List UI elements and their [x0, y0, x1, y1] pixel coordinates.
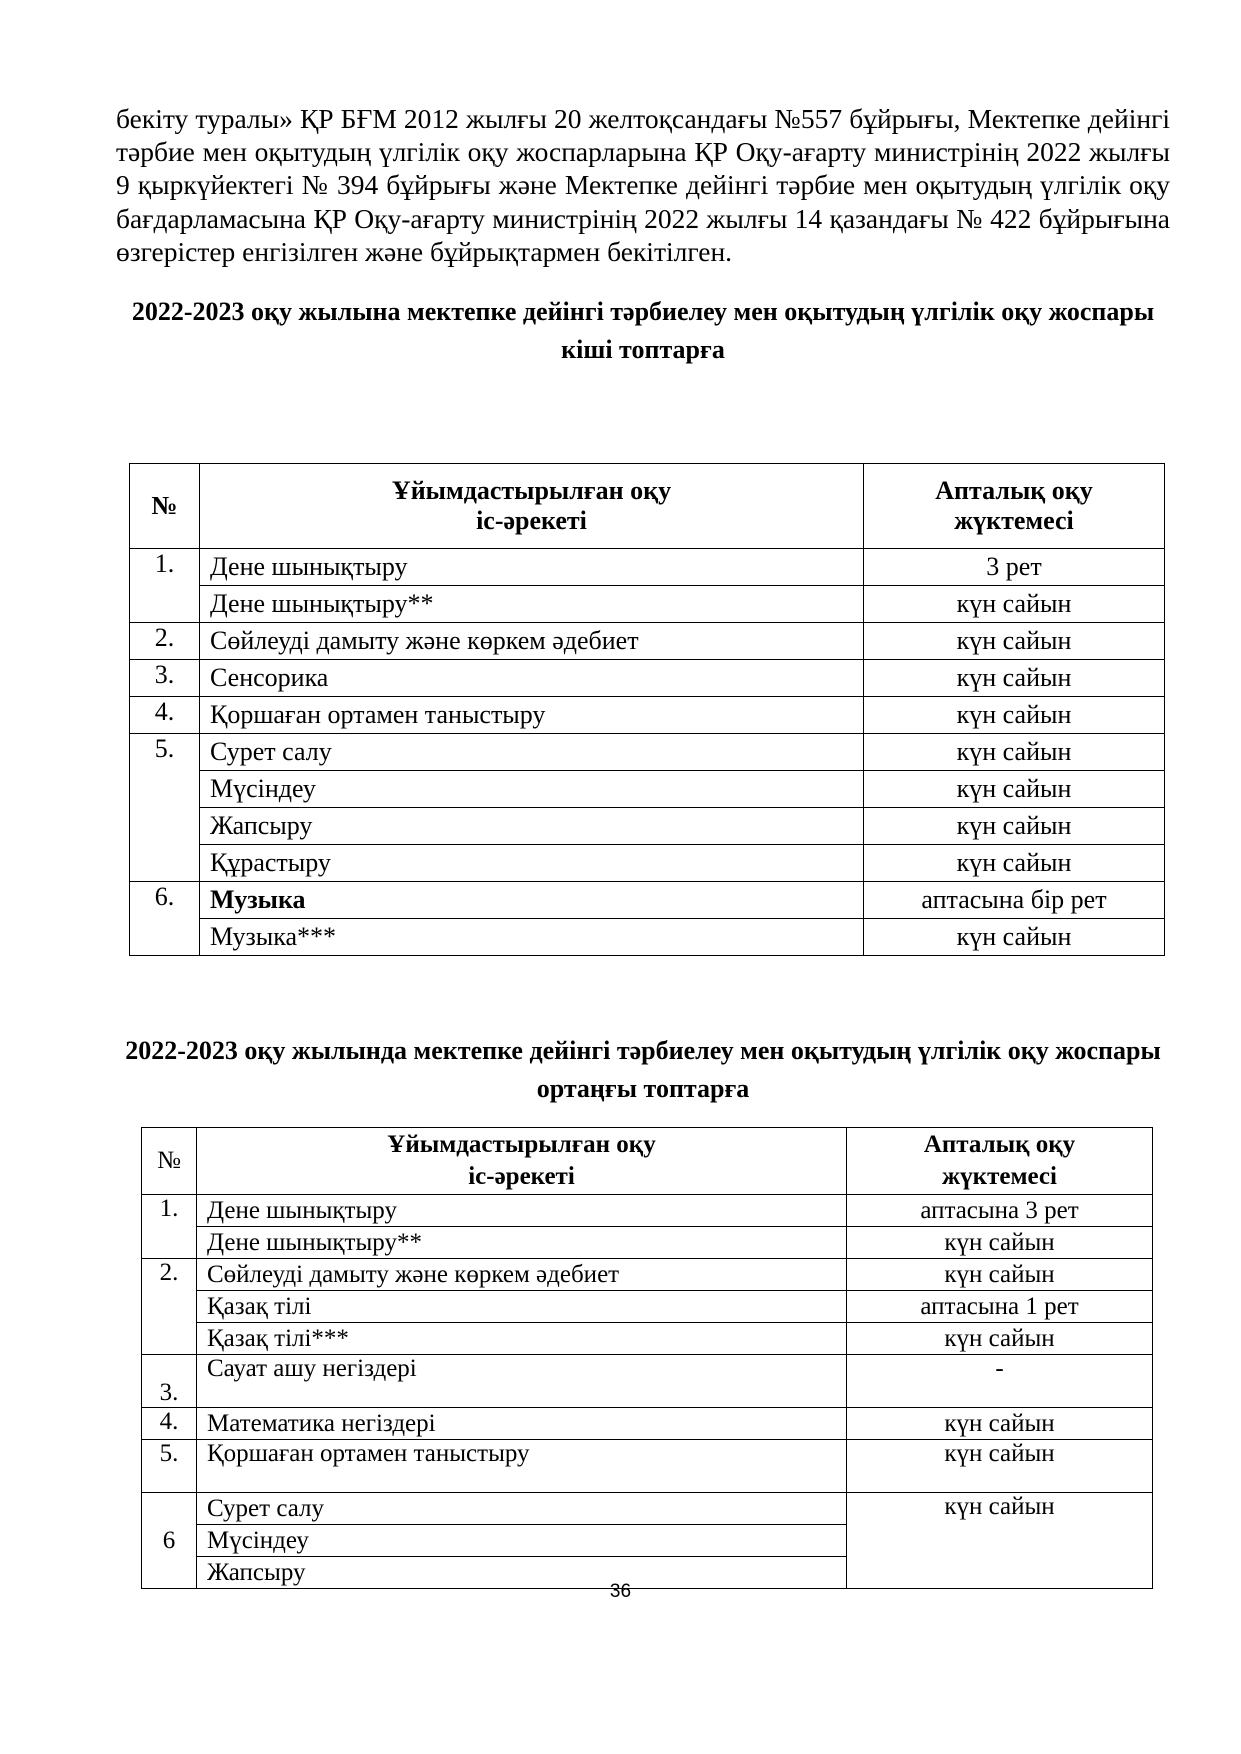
- activity-cell: Дене шынықтыру**: [197, 1227, 847, 1259]
- table-row: [142, 1195, 1153, 1227]
- row-number: 6.: [130, 882, 200, 956]
- load-cell: күн сайын: [864, 808, 1165, 845]
- load-cell: күн сайын: [847, 1440, 1153, 1493]
- activity-cell: Мүсіндеу: [200, 771, 864, 808]
- table-row: [130, 808, 1165, 845]
- load-cell: күн сайын: [847, 1259, 1153, 1291]
- table-row: [130, 586, 1165, 623]
- table-row: [130, 623, 1165, 660]
- activity-cell: Қазақ тілі: [197, 1291, 847, 1323]
- header-activity: [200, 464, 864, 549]
- row-number: 6: [142, 1493, 197, 1589]
- header-load-line2: жүктемесі: [954, 506, 1074, 535]
- header-load: [864, 464, 1165, 549]
- load-cell: күн сайын: [864, 845, 1165, 882]
- table-row: [142, 1355, 1153, 1408]
- table-row: [130, 734, 1165, 771]
- row-number: 4.: [142, 1408, 197, 1440]
- header-load-line1: Апталық оқу: [935, 476, 1093, 505]
- table-header-row: [142, 1128, 1153, 1195]
- load-cell: күн сайын: [864, 623, 1165, 660]
- table-row: [130, 919, 1165, 956]
- load-cell: 3 рет: [864, 549, 1165, 586]
- load-cell: күн сайын: [864, 919, 1165, 956]
- header-num: №: [142, 1128, 197, 1195]
- load-cell: күн сайын: [864, 586, 1165, 623]
- header-activity: [197, 1128, 847, 1195]
- load-cell: -: [847, 1355, 1153, 1408]
- table-row: [130, 660, 1165, 697]
- table-row: [130, 845, 1165, 882]
- header-activity-line1: Ұйымдастырылған оқу: [387, 1131, 656, 1158]
- row-number: 2.: [142, 1259, 197, 1355]
- table-row: [142, 1408, 1153, 1440]
- header-load-line2: жүктемесі: [942, 1163, 1057, 1190]
- activity-cell: Математика негіздері: [197, 1408, 847, 1440]
- activity-cell: Сөйлеуді дамыту және көркем әдебиет: [200, 623, 864, 660]
- row-number: 3.: [130, 660, 200, 697]
- table-row: [142, 1291, 1153, 1323]
- page-number: 36: [609, 1581, 632, 1602]
- header-load-line1: Апталық оқу: [923, 1131, 1076, 1158]
- activity-cell: Сурет салу: [197, 1493, 847, 1525]
- junior-group-plan-table: [129, 463, 1165, 956]
- row-number: 4.: [130, 697, 200, 734]
- table-header-row: [130, 464, 1165, 549]
- load-cell: күн сайын: [864, 697, 1165, 734]
- header-activity-line2: іс-әрекеті: [476, 506, 587, 535]
- load-cell: аптасына бір рет: [864, 882, 1165, 919]
- activity-cell: Сенсорика: [200, 660, 864, 697]
- load-cell: күн сайын: [847, 1323, 1153, 1355]
- activity-cell: Мүсіндеу: [197, 1525, 847, 1557]
- activity-cell: Қазақ тілі***: [197, 1323, 847, 1355]
- load-cell: аптасына 3 рет: [847, 1195, 1153, 1227]
- intro-paragraph: бекіту туралы» ҚР БҒМ 2012 жылғы 20 желтоқсандағы №557 бұйрығы, Мектепке дейінгі тәрбие мен оқытудың үлгілік оқу жоспарларына ҚР Оқу-ағарту министрінің 2022 жылғы 9 қыркүйектегі № 394 бұйрығы және Мектепке дейінгі тәрбие мен оқытудың үлгілік оқу бағдарламасына ҚР Оқу-ағарту министрінің 2022 жылғы 14 қазандағы № 422 бұйрығына өзгерістер енгізілген және бұйрықтармен бекітілген.: [116, 103, 1170, 267]
- activity-cell: Жапсыру: [200, 808, 864, 845]
- section1-title: 2022-2023 оқу жылына мектепке дейінгі тәрбиелеу мен оқытудың үлгілік оқу жоспары кіші топтарға: [131, 297, 1155, 364]
- activity-cell: Дене шынықтыру**: [200, 586, 864, 623]
- activity-cell: Дене шынықтыру: [197, 1195, 847, 1227]
- section2-title: 2022-2023 оқу жылында мектепке дейінгі тәрбиелеу мен оқытудың үлгілік оқу жоспары ортаңғы топтарға: [125, 1036, 1161, 1103]
- row-number: 2.: [130, 623, 200, 660]
- load-cell: күн сайын: [864, 771, 1165, 808]
- table-row: [142, 1259, 1153, 1291]
- table-row: [130, 882, 1165, 919]
- table-row: [130, 549, 1165, 586]
- load-cell: күн сайын: [864, 660, 1165, 697]
- activity-cell: Сурет салу: [200, 734, 864, 771]
- row-number: 5.: [142, 1440, 197, 1493]
- header-activity-line2: іс-әрекеті: [468, 1163, 575, 1190]
- row-number: 3.: [142, 1355, 197, 1408]
- activity-cell: Сауат ашу негіздері: [197, 1355, 847, 1408]
- activity-cell: Музыка***: [200, 919, 864, 956]
- activity-cell: Музыка: [200, 882, 864, 919]
- activity-cell: Сөйлеуді дамыту және көркем әдебиет: [197, 1259, 847, 1291]
- header-num: №: [130, 464, 200, 549]
- load-cell: аптасына 1 рет: [847, 1291, 1153, 1323]
- table-row: [142, 1323, 1153, 1355]
- row-number: 5.: [130, 734, 200, 882]
- row-number: 1.: [142, 1195, 197, 1259]
- load-cell: күн сайын: [847, 1227, 1153, 1259]
- row-number: 1.: [130, 549, 200, 623]
- table-row: [130, 771, 1165, 808]
- table-row: [142, 1227, 1153, 1259]
- load-cell: күн сайын: [864, 734, 1165, 771]
- header-activity-line1: Ұйымдастырылған оқу: [391, 476, 672, 505]
- activity-cell: Дене шынықтыру: [200, 549, 864, 586]
- middle-group-plan-table: [141, 1127, 1153, 1589]
- table-row: [142, 1440, 1153, 1493]
- load-cell: күн сайын: [847, 1408, 1153, 1440]
- activity-cell: Қоршаған ортамен таныстыру: [200, 697, 864, 734]
- activity-cell: Қоршаған ортамен таныстыру: [197, 1440, 847, 1493]
- header-load: [847, 1128, 1153, 1195]
- activity-cell: Жапсыру: [197, 1557, 847, 1589]
- table-row: [130, 697, 1165, 734]
- activity-cell: Құрастыру: [200, 845, 864, 882]
- table-row: [142, 1493, 1153, 1525]
- load-cell: күн сайын: [847, 1493, 1153, 1589]
